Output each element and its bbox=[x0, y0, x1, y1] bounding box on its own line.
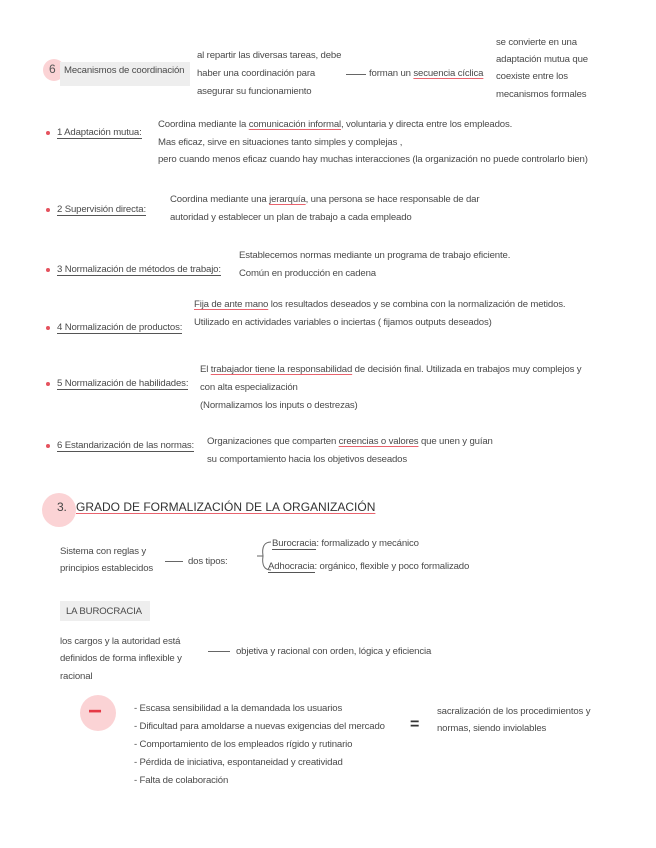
note-line-1: se convierte en una bbox=[496, 37, 577, 48]
result-line-1: sacralización de los procedimientos y bbox=[437, 706, 591, 717]
con-3: - Comportamiento de los empleados rígido y rutinario bbox=[134, 739, 353, 750]
type-adhocracia bbox=[268, 558, 469, 575]
system-line-2: principios establecidos bbox=[60, 563, 154, 574]
minus-icon: − bbox=[88, 698, 102, 725]
con-4: - Pérdida de iniciativa, espontaneidad y creatividad bbox=[134, 757, 343, 768]
red-highlight: creencias o valores bbox=[338, 436, 419, 447]
item-3-line-1: Establecemos normas mediante un programa de trabajo eficiente. bbox=[239, 250, 511, 261]
connector-dash bbox=[346, 74, 366, 75]
type-name: Adhocracia bbox=[268, 561, 315, 572]
item-label: 5 Normalización de habilidades: bbox=[57, 378, 189, 389]
bullet-dot bbox=[46, 208, 50, 212]
section-number: 3. bbox=[57, 500, 67, 514]
type-desc: : orgánico, flexible y poco formalizado bbox=[314, 561, 470, 572]
section-title: Mecanismos de coordinación bbox=[64, 65, 185, 76]
item-2-line-1 bbox=[170, 191, 479, 208]
buro-left-line-3: racional bbox=[60, 671, 93, 682]
item-label: 1 Adaptación mutua: bbox=[57, 127, 142, 138]
item-1-line-1 bbox=[158, 116, 512, 133]
red-highlight: Fija de ante mano bbox=[194, 299, 269, 310]
section-title bbox=[76, 499, 375, 516]
item-4-label bbox=[57, 319, 182, 336]
system-line-1: Sistema con reglas y bbox=[60, 546, 147, 557]
bullet-dot bbox=[46, 444, 50, 448]
text: El bbox=[200, 364, 211, 375]
bullet-dot bbox=[46, 382, 50, 386]
buro-left-line-2: definidos de forma inflexible y bbox=[60, 653, 182, 664]
item-4-line-2: Utilizado en actividades variables o inciertas ( fijamos outputs deseados) bbox=[194, 317, 492, 328]
item-label: 3 Normalización de métodos de trabajo: bbox=[57, 264, 221, 275]
desc-line-2: haber una coordinación para bbox=[197, 68, 316, 79]
bullet-dot bbox=[46, 326, 50, 330]
buro-right: objetiva y racional con orden, lógica y eficiencia bbox=[236, 646, 432, 657]
equals-sign: = bbox=[410, 716, 420, 733]
text: que unen y guían bbox=[418, 436, 493, 447]
subtitle: LA BUROCRACIA bbox=[66, 606, 142, 617]
bullet-dot bbox=[46, 268, 50, 272]
item-1-line-3: pero cuando menos eficaz cuando hay muchas interacciones (la organización no puede controlarlo bien) bbox=[158, 154, 588, 165]
text: Coordina mediante una bbox=[170, 194, 270, 205]
item-6-line-1 bbox=[207, 433, 493, 450]
note-line-4: mecanismos formales bbox=[496, 89, 587, 100]
item-label: 6 Estandarización de las normas: bbox=[57, 440, 195, 451]
desc-line-3: asegurar su funcionamiento bbox=[197, 86, 312, 97]
con-2: - Dificultad para amoldarse a nuevas exigencias del mercado bbox=[134, 721, 385, 732]
text: de decisión final. Utilizada en trabajos muy complejos y bbox=[352, 364, 582, 375]
item-5-line-3: (Normalizamos los inputs o destrezas) bbox=[200, 400, 358, 411]
cycle-prefix: forman un bbox=[369, 68, 414, 79]
item-label: 2 Supervisión directa: bbox=[57, 204, 146, 215]
bullet-dot bbox=[46, 131, 50, 135]
note-line-3: coexiste entre los bbox=[496, 71, 568, 82]
cycle-highlight: secuencia cíclica bbox=[413, 68, 484, 79]
item-3-label bbox=[57, 261, 221, 278]
red-highlight: jerarquía bbox=[269, 194, 306, 205]
section-title-text: GRADO DE FORMALIZACIÓN DE LA ORGANIZACIÓN bbox=[76, 500, 376, 514]
item-1-line-2: Mas eficaz, sirve en situaciones tanto simples y complejas , bbox=[158, 137, 403, 148]
con-1: - Escasa sensibilidad a la demandada los usuarios bbox=[134, 703, 343, 714]
item-2-label bbox=[57, 201, 146, 218]
desc-line-1: al repartir las diversas tareas, debe bbox=[197, 50, 342, 61]
item-label: 4 Normalización de productos: bbox=[57, 322, 183, 333]
connector-dash bbox=[208, 651, 230, 652]
red-highlight: trabajador tiene la responsabilidad bbox=[210, 364, 353, 375]
type-name: Burocracia bbox=[272, 538, 317, 549]
item-5-line-1 bbox=[200, 361, 581, 378]
item-6-label bbox=[57, 437, 194, 454]
type-burocracia bbox=[272, 535, 419, 552]
text: Coordina mediante la bbox=[158, 119, 249, 130]
buro-left-line-1: los cargos y la autoridad está bbox=[60, 636, 181, 647]
text: Organizaciones que comparten bbox=[207, 436, 339, 447]
red-highlight: comunicación informal bbox=[248, 119, 342, 130]
types-label: dos tipos: bbox=[188, 556, 228, 567]
item-5-label bbox=[57, 375, 188, 392]
item-6-line-2: su comportamiento hacia los objetivos deseados bbox=[207, 454, 408, 465]
note-line-2: adaptación mutua que bbox=[496, 54, 588, 65]
cycle-text bbox=[369, 65, 483, 82]
section-number: 6 bbox=[49, 62, 56, 76]
item-4-line-1 bbox=[194, 296, 565, 313]
item-1-label bbox=[57, 124, 142, 141]
con-5: - Falta de colaboración bbox=[134, 775, 229, 786]
item-5-line-2: con alta especialización bbox=[200, 382, 298, 393]
result-line-2: normas, siendo inviolables bbox=[437, 723, 547, 734]
text: los resultados deseados y se combina con la normalización de metidos. bbox=[268, 299, 566, 310]
type-desc: : formalizado y mecánico bbox=[316, 538, 419, 549]
text: , voluntaria y directa entre los empleados. bbox=[341, 119, 513, 130]
connector-dash bbox=[165, 561, 183, 562]
item-2-line-2: autoridad y establecer un plan de trabajo a cada empleado bbox=[170, 212, 412, 223]
item-3-line-2: Común en producción en cadena bbox=[239, 268, 376, 279]
text: , una persona se hace responsable de dar bbox=[305, 194, 480, 205]
